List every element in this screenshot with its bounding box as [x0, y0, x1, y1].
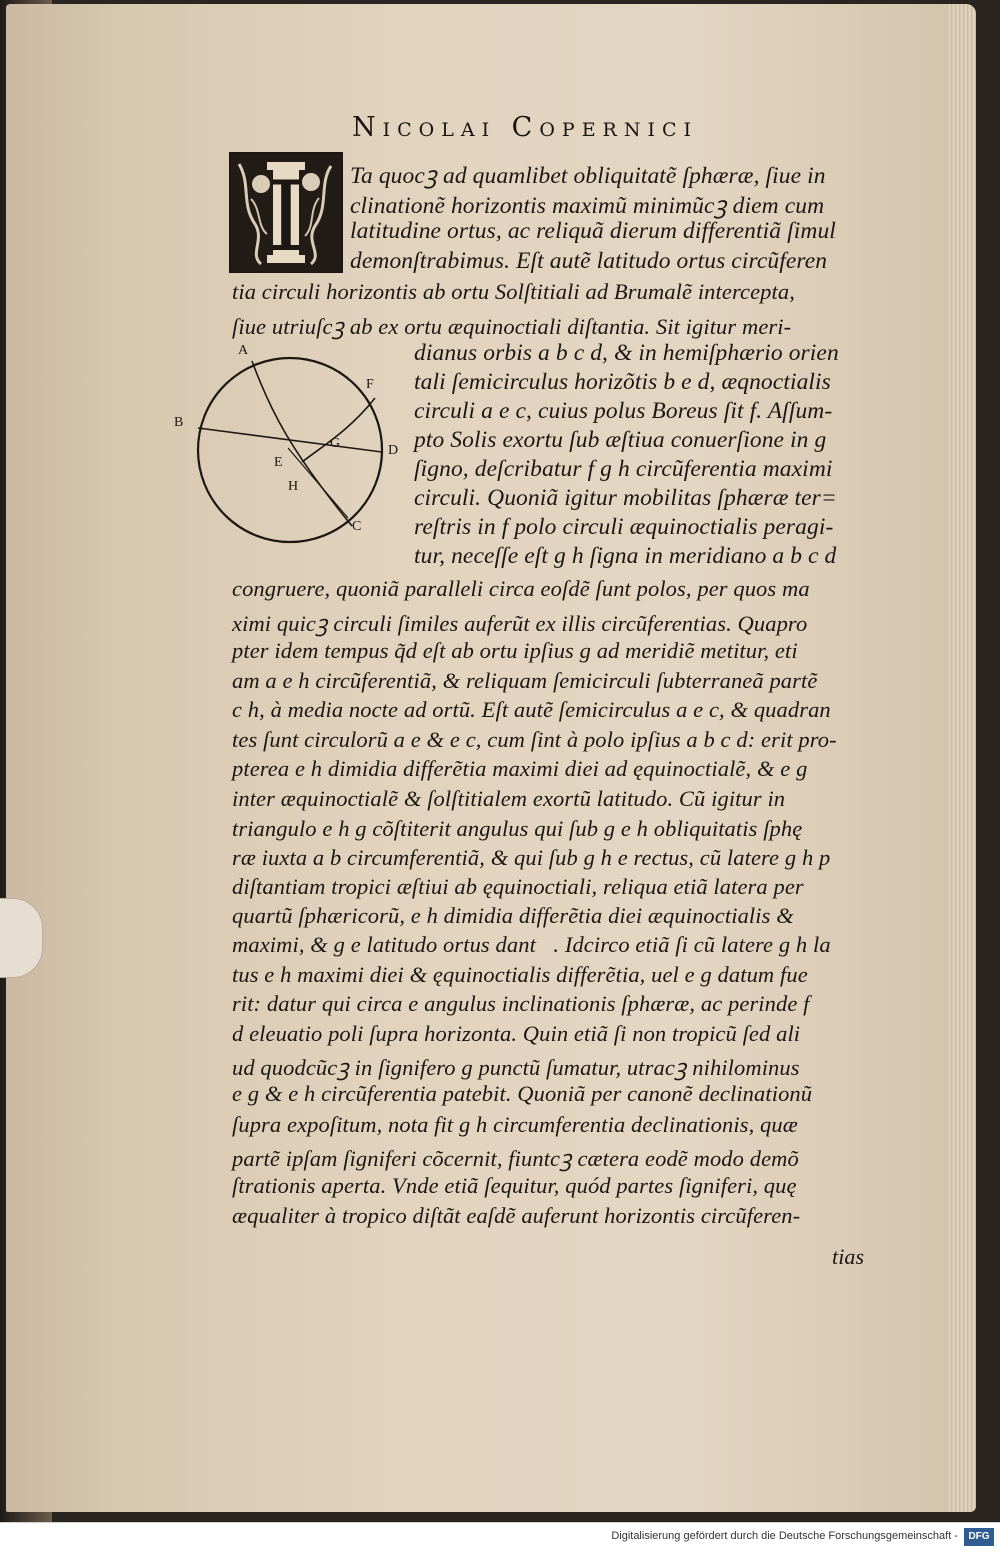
text-line: rit: datur qui circa e angulus inclinationis ſphæræ, ac perinde f — [232, 991, 810, 1016]
footer-credit: Digitalisierung gefördert durch die Deutsche Forschungsgemeinschaft - — [611, 1530, 958, 1542]
label-d: D — [388, 443, 399, 458]
text-line: pto Solis exortu ſub æſtiua conuerſione in g — [414, 427, 827, 453]
text-line: ræ iuxta a b circumferentiã, & qui ſub g h e rectus, cũ latere g h p — [232, 845, 831, 870]
text-line: ſiue utriuſcꝫ ab ex ortu æquinoctiali diſtantia. Sit igitur meri- — [232, 314, 792, 339]
label-f: F — [366, 377, 374, 392]
text-line: e g & e h circũferentia patebit. Quoniã per canonẽ declinationũ — [232, 1081, 813, 1106]
text-line: quartũ ſphæricorũ, e h dimidia differẽtia diei æquinoctialis & — [232, 903, 794, 928]
text-line: clinationẽ horizontis maximũ minimũcꝫ diem cum — [350, 193, 825, 219]
text-line: partẽ ipſam ſigniferi cõcernit, fiuntcꝫ cætera eodẽ modo demõ — [232, 1146, 799, 1171]
footer-bar — [0, 1522, 1000, 1553]
text-line: ſupra expoſitum, nota fit g h circumferentia declinationis, quæ — [232, 1112, 798, 1137]
text-line: reſtris in f polo circuli æquinoctialis peragi- — [414, 514, 834, 540]
sphere-diagram — [170, 340, 410, 550]
text-line: c h, à media nocte ad ortũ. Eſt autẽ ſemicirculus a e c, & quadran — [232, 697, 831, 722]
text-line: congruere, quoniã paralleli circa eoſdẽ ſunt polos, per quos ma — [232, 576, 810, 601]
text-line: am a e h circũferentiã, & reliquam ſemicirculi ſubterraneã partẽ — [232, 668, 818, 693]
running-head: Nicolai Copernici — [352, 112, 699, 143]
initial-letter: I — [267, 161, 305, 271]
text-line: æqualiter à tropico diſtãt eaſdẽ auferunt horizontis circũferen- — [232, 1203, 801, 1228]
decorated-initial — [229, 152, 343, 273]
label-c: C — [352, 519, 362, 534]
text-line: d eleuatio poli ſupra horizonta. Quin etiã ſi non tropicũ ſed ali — [232, 1021, 801, 1046]
text-line: ud quodcũcꝫ in ſignifero g punctũ ſumatur, utracꝫ nihilominus — [232, 1055, 800, 1080]
text-line: pterea e h dimidia differẽtia maximi diei ad ęquinoctialẽ, & e g — [232, 756, 808, 781]
text-line: dianus orbis a b c d, & in hemiſphærio orien — [414, 340, 839, 366]
text-line: maximi, & g e latitudo ortus dantᷣ. Idcirco etiã ſi cũ latere g h la — [232, 932, 831, 957]
label-b: B — [174, 415, 184, 430]
text-line: pter idem tempus q̃d eſt ab ortu ipſius g ad meridiẽ metitur, eti — [232, 638, 798, 663]
label-g: G — [330, 436, 341, 451]
text-line: circuli a e c, cuius polus Boreus ſit f. Aſſum- — [414, 398, 833, 424]
label-e: E — [274, 455, 283, 470]
page-clip — [0, 898, 43, 978]
text-line: inter æquinoctialẽ & ſolſtitialem exortũ latitudo. Cũ igitur in — [232, 786, 786, 811]
text-line: tali ſemicirculus horizõtis b e d, æqnoctialis — [414, 369, 831, 395]
text-line: tus e h maximi diei & ęquinoctialis differẽtia, uel e g datum fue — [232, 962, 808, 987]
text-line: circuli. Quoniã igitur mobilitas ſphæræ ter= — [414, 485, 837, 511]
text-line: latitudine ortus, ac reliquã dierum differentiã ſimul — [350, 218, 836, 244]
text-line: Ta quocꝫ ad quamlibet obliquitatẽ ſphæræ, ſiue in — [350, 163, 826, 189]
text-line: tia circuli horizontis ab ortu Solſtitiali ad Brumalẽ intercepta, — [232, 279, 795, 304]
text-line: triangulo e h g cõſtiterit angulus qui ſub g e h obliquitatis ſphę — [232, 816, 803, 841]
page-edges — [948, 4, 976, 1512]
great-circle-arc — [302, 398, 375, 462]
label-a: A — [238, 343, 249, 358]
text-line: ſtrationis aperta. Vnde etiã ſequitur, quód partes ſigniferi, quę — [232, 1173, 797, 1198]
text-line: tur, neceſſe eſt g h ſigna in meridiano a b c d — [414, 543, 837, 569]
ornamental-initial-image — [231, 154, 341, 271]
text-line: diſtantiam tropici æſtiui ab ęquinoctiali, reliqua etiã latera per — [232, 874, 804, 899]
text-line: ximi quicꝫ circuli ſimiles auferũt ex illis circũferentias. Quapro — [232, 611, 808, 636]
label-h: H — [288, 479, 299, 494]
text-line: tes ſunt circulorũ a e & e c, cum ſint à polo ipſius a b c d: erit pro- — [232, 727, 837, 752]
dfg-logo-icon: DFG — [964, 1528, 994, 1546]
text-line: ſigno, deſcribatur f g h circũferentia maximi — [414, 456, 833, 482]
text-line: demonſtrabimus. Eſt autẽ latitudo ortus circũferen — [350, 248, 828, 274]
catchword: tias — [832, 1244, 865, 1269]
